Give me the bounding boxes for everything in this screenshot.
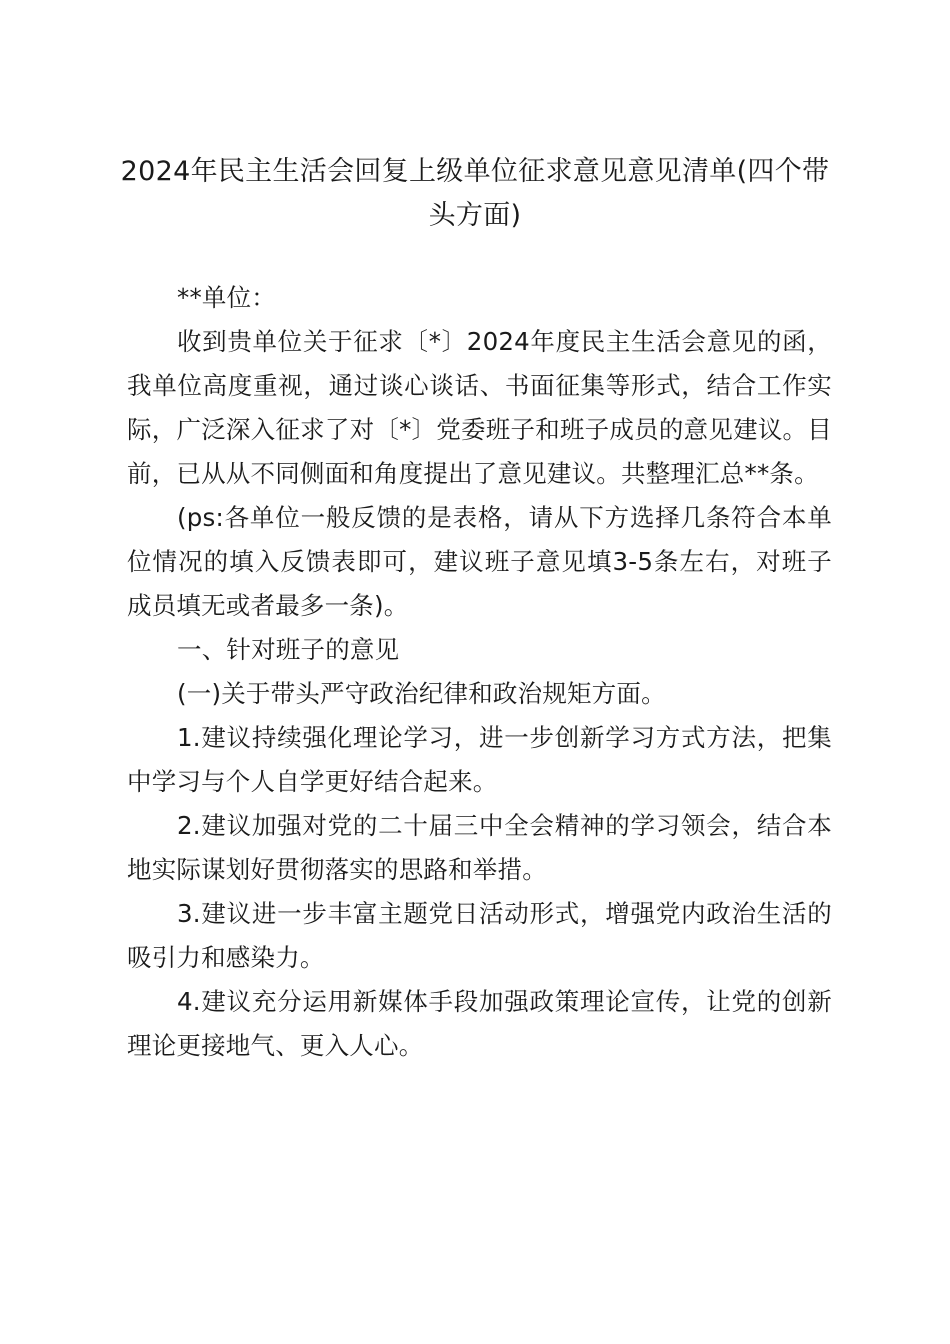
document-body [127,276,832,1068]
paragraph-note: (ps:各单位一般反馈的是表格，请从下方选择几条符合本单位情况的填入反馈表即可，建议班子意见填3-5条左右，对班子成员填无或者最多一条)。 [127,503,832,620]
document-title: 2024年民主生活会回复上级单位征求意见意见清单(四个带头方面) [120,156,830,231]
salutation: **单位： [177,283,276,312]
list-item: 4.建议充分运用新媒体手段加强政策理论宣传，让党的创新理论更接地气、更入人心。 [127,987,832,1060]
subsection-heading: (一)关于带头严守政治纪律和政治规矩方面。 [177,679,666,708]
list-item: 2.建议加强对党的二十届三中全会精神的学习领会，结合本地实际谋划好贯彻落实的思路和举措。 [127,811,832,884]
list-item: 1.建议持续强化理论学习，进一步创新学习方式方法，把集中学习与个人自学更好结合起来。 [127,723,832,796]
section-heading: 一、针对班子的意见 [177,635,400,664]
list-item: 3.建议进一步丰富主题党日活动形式，增强党内政治生活的吸引力和感染力。 [127,899,832,972]
paragraph-intro: 收到贵单位关于征求〔*〕2024年度民主生活会意见的函，我单位高度重视，通过谈心谈话、书面征集等形式，结合工作实际，广泛深入征求了对〔*〕党委班子和班子成员的意见建议。目前，已从从不同侧面和角度提出了意见建议。共整理汇总**条。 [127,327,832,488]
